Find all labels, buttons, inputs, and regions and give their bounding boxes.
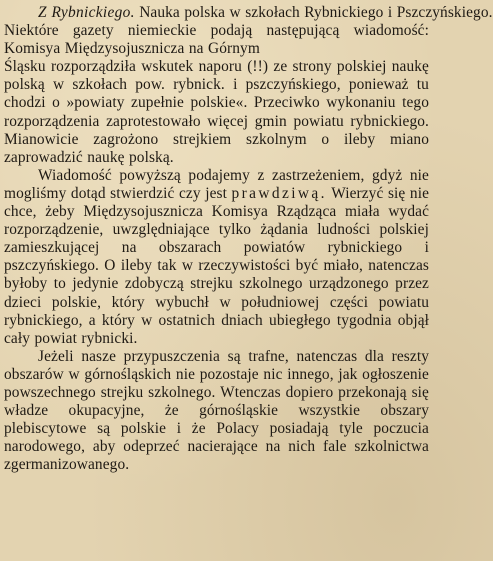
emphasis-word: prawdziwą.	[231, 184, 327, 202]
text-run: i pszczyńskiego, ponieważ tu chodzi o »powiaty zupełnie polskie«. Przeciwko wykonaniu tego rozporządzenia zaprotestowało więcej gmin powiatu rybnickiego.	[4, 76, 429, 130]
text-run: jest	[205, 184, 227, 202]
text-run: Wiadomość powyższą podajemy z zastrzeżeniem, gdyż nie mogliśmy dotąd stwierdzić czy	[4, 166, 429, 202]
text-run: Jeżeli nasze przypuszczenia są trafne, natenczas dla reszty obszarów w górnośląskich nie pozostaje nic innego, jak ogłoszenie powszechnego strejku szkolnego.	[4, 347, 429, 401]
article-title: Z Rybnickiego.	[38, 4, 135, 21]
article-heading: Nauka polska w szkołach Rybnickiego i Pszczyńskiego.	[134, 4, 493, 21]
text-run: Wtenczas dopiero przekonają się władze okupacyjne, że górnośląskie wszystkie obszary plebiscytowe są polskie i że Polacy posiadają tyle poczucia narodowego, aby odeprzeć nacierające na nich fale szkolnictwa zgermanizowanego.	[4, 383, 429, 474]
text-run: Niektóre gazety niemieckie podają następującą wiadomość: Komisya Międzysojusznicza na Górnym	[4, 22, 429, 58]
paragraph-3	[4, 348, 429, 475]
text-run: Mianowicie zagrożono strejkiem szkolnym o ileby miano zaprowadzić naukę polską.	[4, 130, 429, 166]
paragraph-1	[4, 4, 493, 58]
text-run: Wierzyć się nie chce, żeby Międzysojusznicza Komisya Rządząca miała wydać rozporządzenie, uwzględniające tylko żądania ludności polskiej zamieszkującej na obszarach powiatów rybnickiego i pszczyńskiego. O ileby tak w rzeczywistości być miało, natenczas byłoby to jedynie zdobyczą strejku szkolnego urządzonego przez dzieci polskie, który wybuchł w południowej części powiatu rybnickiego, a który w ostatnich dniach ubiegłego tygodnia objął cały powiat rybnicki.	[4, 184, 430, 347]
text-run: Śląsku rozporządziła wskutek naporu (!!) ze strony polskiej naukę polską w szkołach pow. rybnick.	[4, 58, 429, 94]
text-line	[4, 4, 493, 22]
paragraph-2	[4, 167, 429, 348]
paragraph-1-cont	[4, 58, 429, 167]
